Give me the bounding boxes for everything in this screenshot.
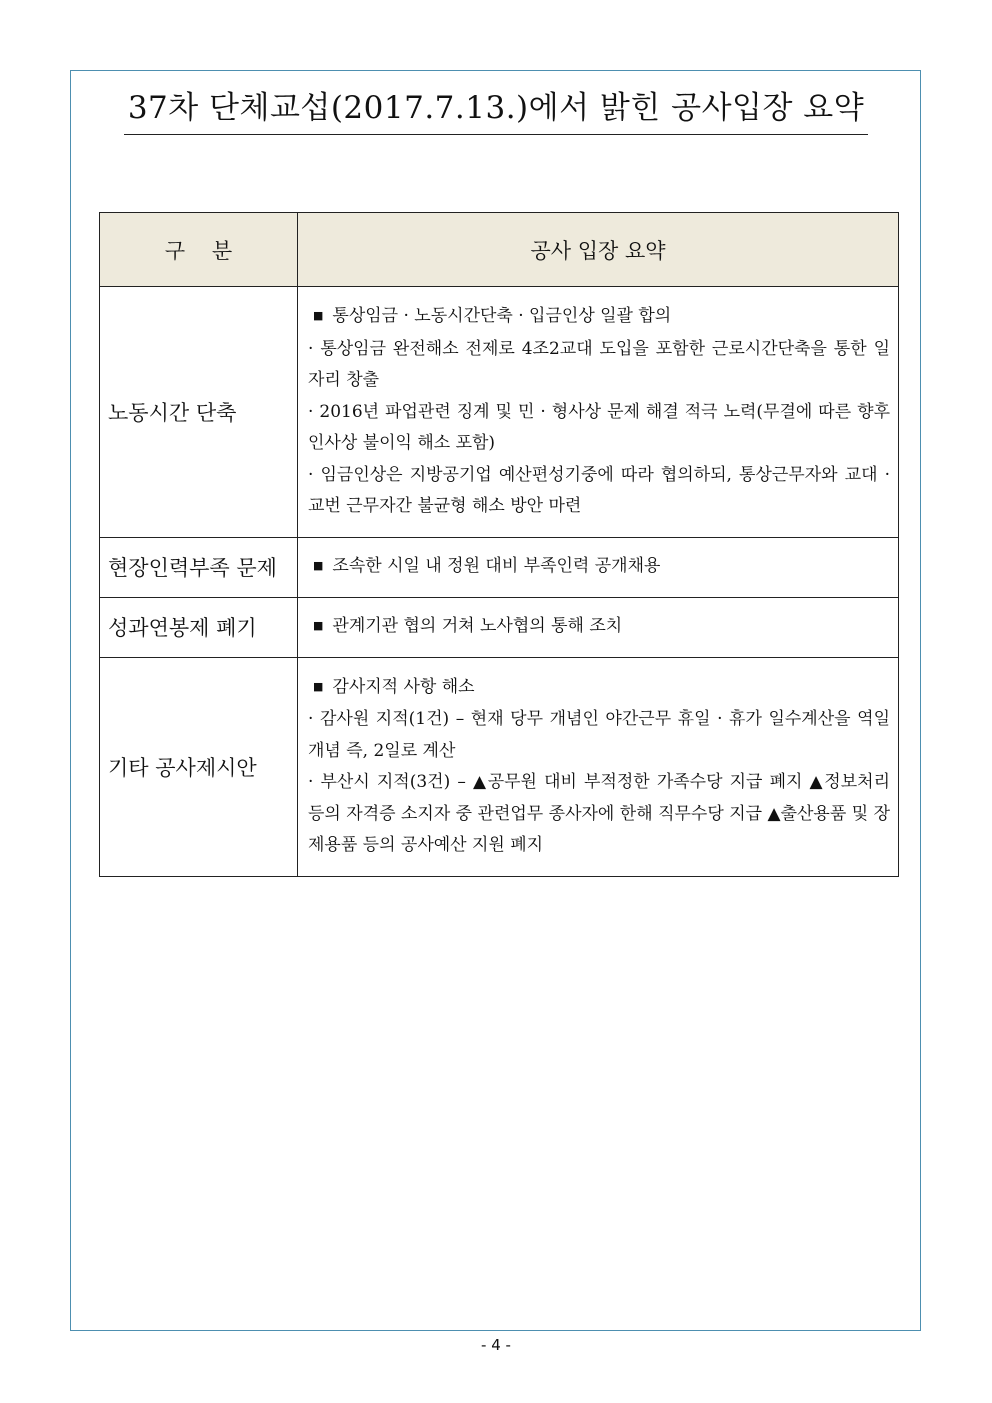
table-header-row	[100, 213, 899, 287]
table-row	[100, 597, 899, 657]
detail-item: · 2016년 파업관련 징계 및 민 · 형사상 문제 해결 적극 노력(무결에 따른 향후 인사상 불이익 해소 포함)	[308, 401, 890, 453]
bullet-item: ■ 감사지적 사항 해소	[308, 672, 890, 705]
bullet-item: ■ 통상임금 · 노동시간단축 · 입금인상 일괄 합의	[308, 301, 890, 334]
row-summary	[298, 657, 899, 876]
row-category: 현장인력부족 문제	[100, 537, 298, 597]
table-row	[100, 287, 899, 538]
row-summary	[298, 287, 899, 538]
table-row	[100, 537, 899, 597]
bullet-item: ■ 관계기관 협의 거쳐 노사협의 통해 조치	[308, 611, 890, 644]
detail-item: · 부산시 지적(3건) – ▲공무원 대비 부적정한 가족수당 지급 폐지 ▲정보처리 등의 자격증 소지자 중 관련업무 종사자에 한해 직무수당 지급 ▲출산용품 및 장제용품 등의 공사예산 지원 폐지	[308, 772, 890, 855]
row-category: 기타 공사제시안	[100, 657, 298, 876]
header-category: 구 분	[100, 213, 298, 287]
bullet-item: ■ 조속한 시일 내 정원 대비 부족인력 공개채용	[308, 551, 890, 584]
row-category: 성과연봉제 폐기	[100, 597, 298, 657]
row-summary	[298, 537, 899, 597]
row-category: 노동시간 단축	[100, 287, 298, 538]
detail-item: · 감사원 지적(1건) – 현재 당무 개념인 야간근무 휴일 · 휴가 일수계산을 역일 개념 즉, 2일로 계산	[308, 709, 890, 761]
page-number: - 4 -	[481, 1336, 511, 1354]
table-row	[100, 657, 899, 876]
header-summary: 공사 입장 요약	[298, 213, 899, 287]
detail-item: · 통상임금 완전해소 전제로 4조2교대 도입을 포함한 근로시간단축을 통한 일자리 창출	[308, 338, 890, 390]
document-title: 37차 단체교섭(2017.7.13.)에서 밝힌 공사입장 요약	[124, 86, 868, 135]
row-summary	[298, 597, 899, 657]
summary-table	[99, 212, 899, 877]
detail-item: · 임금인상은 지방공기업 예산편성기중에 따라 협의하되, 통상근무자와 교대 · 교번 근무자간 불균형 해소 방안 마련	[308, 464, 890, 516]
